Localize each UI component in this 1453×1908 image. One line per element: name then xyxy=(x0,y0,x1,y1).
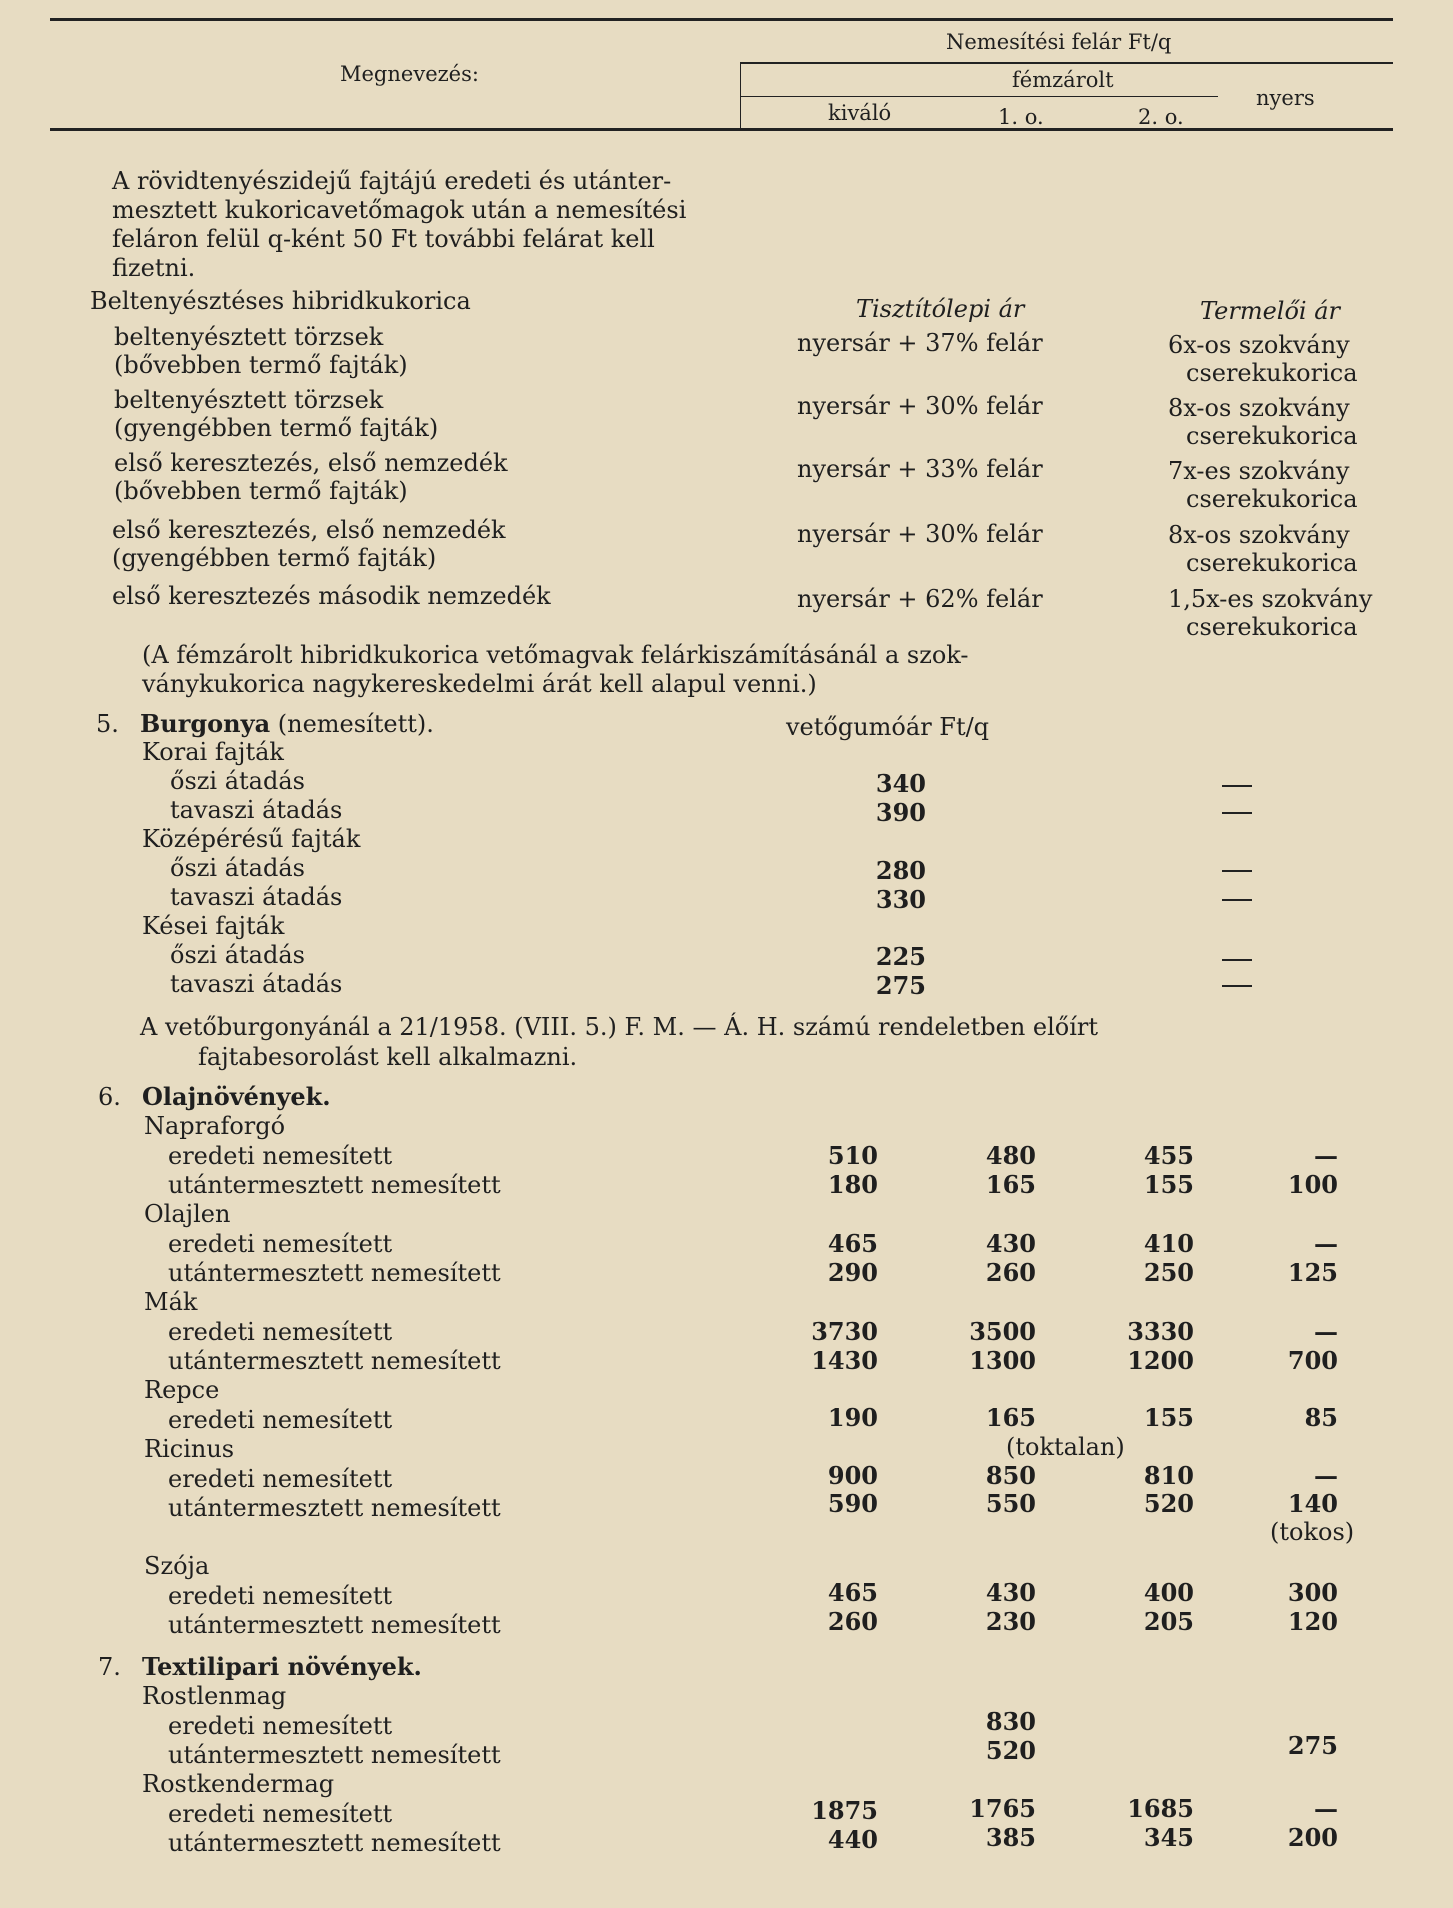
cell-nyers: 125 xyxy=(1287,1258,1338,1287)
hybrid-row-producer: cserekukorica xyxy=(1186,549,1358,577)
potato-item-label: őszi átadás xyxy=(170,854,305,882)
crop-row-label: utántermesztett nemesített xyxy=(168,1741,501,1769)
hybrid-note: (A fémzárolt hibridkukorica vetőmagvak felárkiszámításánál a szok- xyxy=(142,641,969,669)
cell-1o: 1765 xyxy=(969,1794,1036,1823)
hybrid-row-producer: cserekukorica xyxy=(1186,485,1358,513)
hybrid-row-sub: (bővebben termő fajták) xyxy=(114,351,408,379)
intro-line: mesztett kukoricavetőmagok után a nemesítési xyxy=(112,196,687,224)
cell-kivalo: 190 xyxy=(827,1403,878,1432)
dash-mark xyxy=(1222,870,1252,872)
cell-nyers: 120 xyxy=(1287,1607,1338,1636)
section-title xyxy=(140,710,434,738)
cell-1o: 430 xyxy=(985,1229,1036,1258)
crop-row-label: utántermesztett nemesített xyxy=(168,1611,501,1639)
crop-name: Rostkendermag xyxy=(142,1770,335,1798)
crop-name: Repce xyxy=(144,1376,220,1404)
hybrid-col-tisztito: Tisztítólepi ár xyxy=(856,295,1025,323)
hybrid-row-name: első keresztezés, első nemzedék xyxy=(112,516,506,544)
cell-nyers: 300 xyxy=(1287,1578,1338,1607)
section-number: 5. xyxy=(96,710,119,738)
crop-row-label: eredeti nemesített xyxy=(168,1142,393,1170)
cell-nyers-note: (tokos) xyxy=(1270,1518,1355,1546)
crop-note: (toktalan) xyxy=(1006,1433,1125,1461)
crop-row-label: utántermesztett nemesített xyxy=(168,1494,501,1522)
section-title-rest: (nemesített). xyxy=(270,710,434,738)
section-col-label: vetőgumóár Ft/q xyxy=(786,713,990,741)
cell-2o: 155 xyxy=(1143,1403,1194,1432)
hybrid-row-producer: 8x-os szokvány xyxy=(1168,521,1350,549)
dash-mark xyxy=(1222,812,1252,814)
cell-2o: 410 xyxy=(1143,1229,1194,1258)
crop-name: Mák xyxy=(144,1288,198,1316)
crop-row-label: eredeti nemesített xyxy=(168,1318,393,1346)
header-subgroup-title: fémzárolt xyxy=(1012,68,1114,92)
cell-nyers: — xyxy=(1314,1141,1338,1170)
dash-mark xyxy=(1222,959,1252,961)
section-number: 7. xyxy=(98,1653,121,1681)
cell-nyers: 140 xyxy=(1287,1489,1338,1518)
potato-note: fajtabesorolást kell alkalmazni. xyxy=(198,1043,578,1071)
cell-1o: 385 xyxy=(985,1823,1036,1852)
cell-2o: 810 xyxy=(1143,1461,1194,1490)
cell-kivalo: 900 xyxy=(827,1461,878,1490)
hybrid-col-termeloi: Termelői ár xyxy=(1200,297,1340,325)
cell-nyers: 275 xyxy=(1287,1731,1338,1760)
crop-name: Ricinus xyxy=(144,1435,235,1463)
intro-line: fizetni. xyxy=(112,254,196,282)
cell-2o: 205 xyxy=(1143,1607,1194,1636)
cell-kivalo: 260 xyxy=(827,1607,878,1636)
cell-1o: 260 xyxy=(985,1258,1036,1287)
crop-row-label: eredeti nemesített xyxy=(168,1406,393,1434)
potato-item-value: 390 xyxy=(875,798,926,827)
crop-name: Rostlenmag xyxy=(142,1682,287,1710)
hybrid-row-producer: cserekukorica xyxy=(1186,613,1358,641)
cell-1o: 230 xyxy=(985,1607,1036,1636)
crop-name: Szója xyxy=(144,1552,210,1580)
header-col-1o: 1. o. xyxy=(998,105,1044,129)
cell-nyers: — xyxy=(1314,1229,1338,1258)
potato-item-value: 275 xyxy=(875,971,926,1000)
cell-nyers: 700 xyxy=(1287,1346,1338,1375)
cell-2o: 3330 xyxy=(1127,1317,1194,1346)
crop-row-label: utántermesztett nemesített xyxy=(168,1347,501,1375)
hybrid-row-sub: (bővebben termő fajták) xyxy=(114,477,408,505)
section-title: Textilipari növények. xyxy=(142,1652,422,1681)
cell-nyers: 200 xyxy=(1287,1823,1338,1852)
cell-nyers: — xyxy=(1314,1794,1338,1823)
cell-kivalo: 510 xyxy=(827,1141,878,1170)
cell-nyers: 85 xyxy=(1304,1403,1338,1432)
hybrid-row-producer: 1,5x-es szokvány xyxy=(1168,585,1373,613)
hybrid-row-name: első keresztezés második nemzedék xyxy=(112,582,551,610)
potato-note: A vetőburgonyánál a 21/1958. (VIII. 5.) F. M. — Á. H. számú rendeletben előírt xyxy=(140,1013,1099,1041)
cell-kivalo: 180 xyxy=(827,1170,878,1199)
cell-kivalo: 590 xyxy=(827,1489,878,1518)
header-bottom-rule xyxy=(50,128,1393,131)
potato-group: Kései fajták xyxy=(142,912,285,940)
cell-2o: 155 xyxy=(1143,1170,1194,1199)
potato-item-label: őszi átadás xyxy=(170,941,305,969)
cell-1o: 430 xyxy=(985,1578,1036,1607)
cell-nyers: — xyxy=(1314,1317,1338,1346)
hybrid-row-producer: cserekukorica xyxy=(1186,422,1358,450)
hybrid-row-price: nyersár + 33% felár xyxy=(797,455,1043,483)
crop-row-label: eredeti nemesített xyxy=(168,1712,393,1740)
hybrid-row-sub: (gyengébben termő fajták) xyxy=(112,544,437,572)
header-col-name: Megnevezés: xyxy=(340,62,479,86)
crop-row-label: eredeti nemesített xyxy=(168,1582,393,1610)
crop-name: Olajlen xyxy=(144,1200,231,1228)
cell-2o: 400 xyxy=(1143,1578,1194,1607)
crop-row-label: eredeti nemesített xyxy=(168,1465,393,1493)
header-group-rule xyxy=(740,62,1393,64)
cell-nyers: 100 xyxy=(1287,1170,1338,1199)
potato-group: Középérésű fajták xyxy=(142,825,361,853)
cell-kivalo: 1875 xyxy=(811,1796,878,1825)
dash-mark xyxy=(1222,899,1252,901)
cell-2o: 250 xyxy=(1143,1258,1194,1287)
cell-1o: 830 xyxy=(985,1707,1036,1736)
header-col-divider xyxy=(740,62,741,128)
dash-mark xyxy=(1222,785,1252,787)
cell-1o: 165 xyxy=(985,1170,1036,1199)
header-top-rule xyxy=(50,18,1393,21)
cell-1o: 3500 xyxy=(969,1317,1036,1346)
cell-2o: 1200 xyxy=(1127,1346,1194,1375)
hybrid-row-price: nyersár + 30% felár xyxy=(797,520,1043,548)
hybrid-row-price: nyersár + 62% felár xyxy=(797,585,1043,613)
potato-item-value: 330 xyxy=(875,885,926,914)
hybrid-title: Beltenyésztéses hibridkukorica xyxy=(90,287,471,315)
header-col-kivalo: kiváló xyxy=(828,101,892,125)
crop-row-label: eredeti nemesített xyxy=(168,1230,393,1258)
cell-kivalo: 290 xyxy=(827,1258,878,1287)
crop-row-label: utántermesztett nemesített xyxy=(168,1829,501,1857)
crop-name: Napraforgó xyxy=(144,1112,286,1140)
cell-kivalo: 3730 xyxy=(811,1317,878,1346)
hybrid-row-name: beltenyésztett törzsek xyxy=(114,323,384,351)
potato-item-label: tavaszi átadás xyxy=(170,796,343,824)
cell-2o: 455 xyxy=(1143,1141,1194,1170)
potato-item-value: 225 xyxy=(875,942,926,971)
cell-kivalo: 1430 xyxy=(811,1346,878,1375)
hybrid-row-price: nyersár + 30% felár xyxy=(797,392,1043,420)
section-number: 6. xyxy=(98,1083,121,1111)
cell-kivalo: 465 xyxy=(827,1578,878,1607)
cell-1o: 520 xyxy=(985,1736,1036,1765)
header-group-title: Nemesítési felár Ft/q xyxy=(946,30,1172,54)
dash-mark xyxy=(1222,985,1252,987)
cell-2o: 1685 xyxy=(1127,1794,1194,1823)
hybrid-row-price: nyersár + 37% felár xyxy=(797,329,1043,357)
hybrid-row-producer: 7x-es szokvány xyxy=(1168,457,1350,485)
cell-kivalo: 440 xyxy=(827,1825,878,1854)
hybrid-row-producer: 6x-os szokvány xyxy=(1168,331,1350,359)
hybrid-row-sub: (gyengébben termő fajták) xyxy=(114,414,439,442)
cell-1o: 165 xyxy=(985,1403,1036,1432)
cell-kivalo: 465 xyxy=(827,1229,878,1258)
cell-1o: 550 xyxy=(985,1489,1036,1518)
section-title-bold: Burgonya xyxy=(140,709,271,738)
potato-item-value: 340 xyxy=(875,769,926,798)
intro-line: feláron felül q-ként 50 Ft további felárat kell xyxy=(112,225,655,253)
header-col-2o: 2. o. xyxy=(1138,105,1184,129)
hybrid-note: ványkukorica nagykereskedelmi árát kell alapul venni.) xyxy=(142,670,817,698)
potato-item-label: tavaszi átadás xyxy=(170,883,343,911)
cell-2o: 345 xyxy=(1143,1823,1194,1852)
crop-row-label: utántermesztett nemesített xyxy=(168,1259,501,1287)
hybrid-row-name: beltenyésztett törzsek xyxy=(114,386,384,414)
potato-item-value: 280 xyxy=(875,856,926,885)
hybrid-row-producer: cserekukorica xyxy=(1186,359,1358,387)
section-title: Olajnövények. xyxy=(142,1082,331,1111)
cell-1o: 850 xyxy=(985,1461,1036,1490)
potato-item-label: őszi átadás xyxy=(170,767,305,795)
potato-group: Korai fajták xyxy=(142,738,284,766)
crop-row-label: utántermesztett nemesített xyxy=(168,1171,501,1199)
header-subgroup-rule xyxy=(740,96,1218,97)
header-col-nyers: nyers xyxy=(1256,86,1315,110)
hybrid-row-name: első keresztezés, első nemzedék xyxy=(114,449,508,477)
hybrid-row-producer: 8x-os szokvány xyxy=(1168,394,1350,422)
crop-row-label: eredeti nemesített xyxy=(168,1800,393,1828)
cell-1o: 1300 xyxy=(969,1346,1036,1375)
cell-nyers: — xyxy=(1314,1461,1338,1490)
potato-item-label: tavaszi átadás xyxy=(170,970,343,998)
cell-1o: 480 xyxy=(985,1141,1036,1170)
intro-line: A rövidtenyészidejű fajtájú eredeti és utánter- xyxy=(112,167,672,195)
cell-2o: 520 xyxy=(1143,1489,1194,1518)
